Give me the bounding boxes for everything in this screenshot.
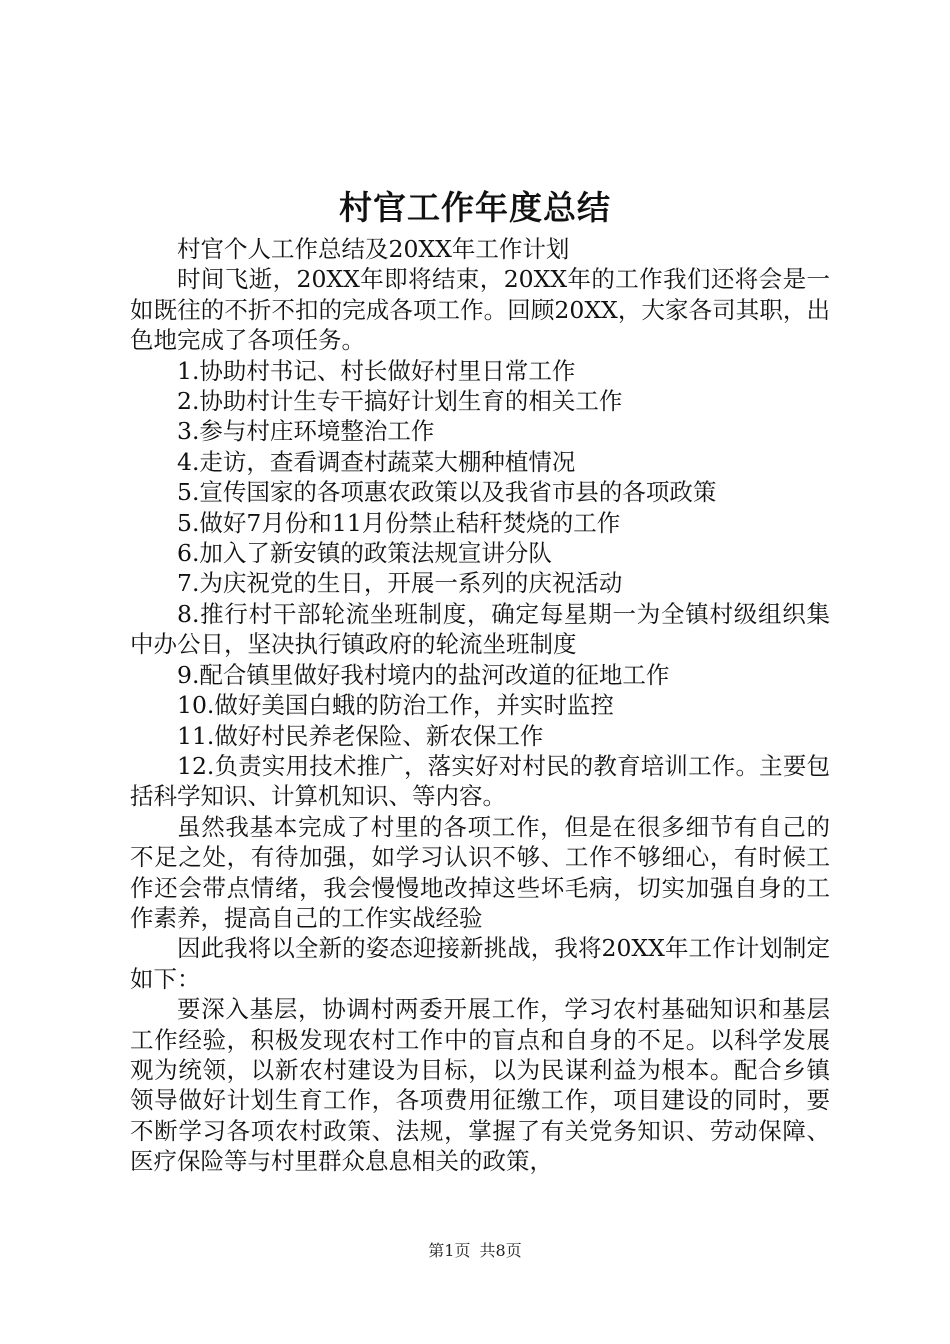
paragraph-intro: 时间飞逝，20XX年即将结束，20XX年的工作我们还将会是一如既往的不折不扣的完成各项工作。回顾20XX，大家各司其职，出色地完成了各项任务。 xyxy=(130,265,830,355)
paragraph-reflection: 虽然我基本完成了村里的各项工作，但是在很多细节有自己的不足之处，有待加强，如学习认识不够、工作不够细心，有时候工作还会带点情绪，我会慢慢地改掉这些坏毛病，切实加强自身的工作素养，提高自己的工作实战经验 xyxy=(130,812,830,932)
list-item: 8.推行村干部轮流坐班制度，确定每星期一为全镇村级组织集中办公日，坚决执行镇政府的轮流坐班制度 xyxy=(130,599,830,659)
paragraph-plan-intro: 因此我将以全新的姿态迎接新挑战，我将20XX年工作计划制定如下： xyxy=(130,934,830,993)
list-item: 5.做好7月份和11月份禁止秸秆焚烧的工作 xyxy=(177,508,621,537)
list-item: 11.做好村民养老保险、新农保工作 xyxy=(177,721,544,750)
list-item: 9.配合镇里做好我村境内的盐河改道的征地工作 xyxy=(177,660,670,689)
list-item: 3.参与村庄环境整治工作 xyxy=(177,417,435,446)
paragraph-plan: 要深入基层，协调村两委开展工作，学习农村基础知识和基层工作经验，积极发现农村工作中的盲点和自身的不足。以科学发展观为统领，以新农村建设为目标，以为民谋利益为根本。配合乡镇领导做好计划生育工作，各项费用征缴工作，项目建设的同时，要不断学习各项农村政策、法规，掌握了有关党务知识、劳动保障、医疗保险等与村里群众息息相关的政策， xyxy=(130,995,830,1176)
list-item: 2.协助村计生专干搞好计划生育的相关工作 xyxy=(177,387,623,416)
list-item: 7.为庆祝党的生日，开展一系列的庆祝活动 xyxy=(177,569,623,598)
document-title: 村官工作年度总结 xyxy=(339,188,611,227)
document-body xyxy=(130,234,830,1177)
list-item: 10.做好美国白蛾的防治工作，并实时监控 xyxy=(177,691,614,720)
list-item: 1.协助村书记、村长做好村里日常工作 xyxy=(177,356,576,385)
paragraph-subtitle: 村官个人工作总结及20XX年工作计划 xyxy=(177,235,570,263)
list-item: 5.宣传国家的各项惠农政策以及我省市县的各项政策 xyxy=(177,478,717,507)
page-footer xyxy=(0,1240,950,1262)
list-item: 12.负责实用技术推广，落实好对村民的教育培训工作。主要包括科学知识、计算机知识、等内容。 xyxy=(130,751,830,811)
list-item: 4.走访，查看调查村蔬菜大棚种植情况 xyxy=(177,447,576,476)
page-total: 共8页 xyxy=(479,1241,522,1260)
page-number: 第1页 xyxy=(428,1241,471,1260)
list-item: 6.加入了新安镇的政策法规宣讲分队 xyxy=(177,539,552,568)
